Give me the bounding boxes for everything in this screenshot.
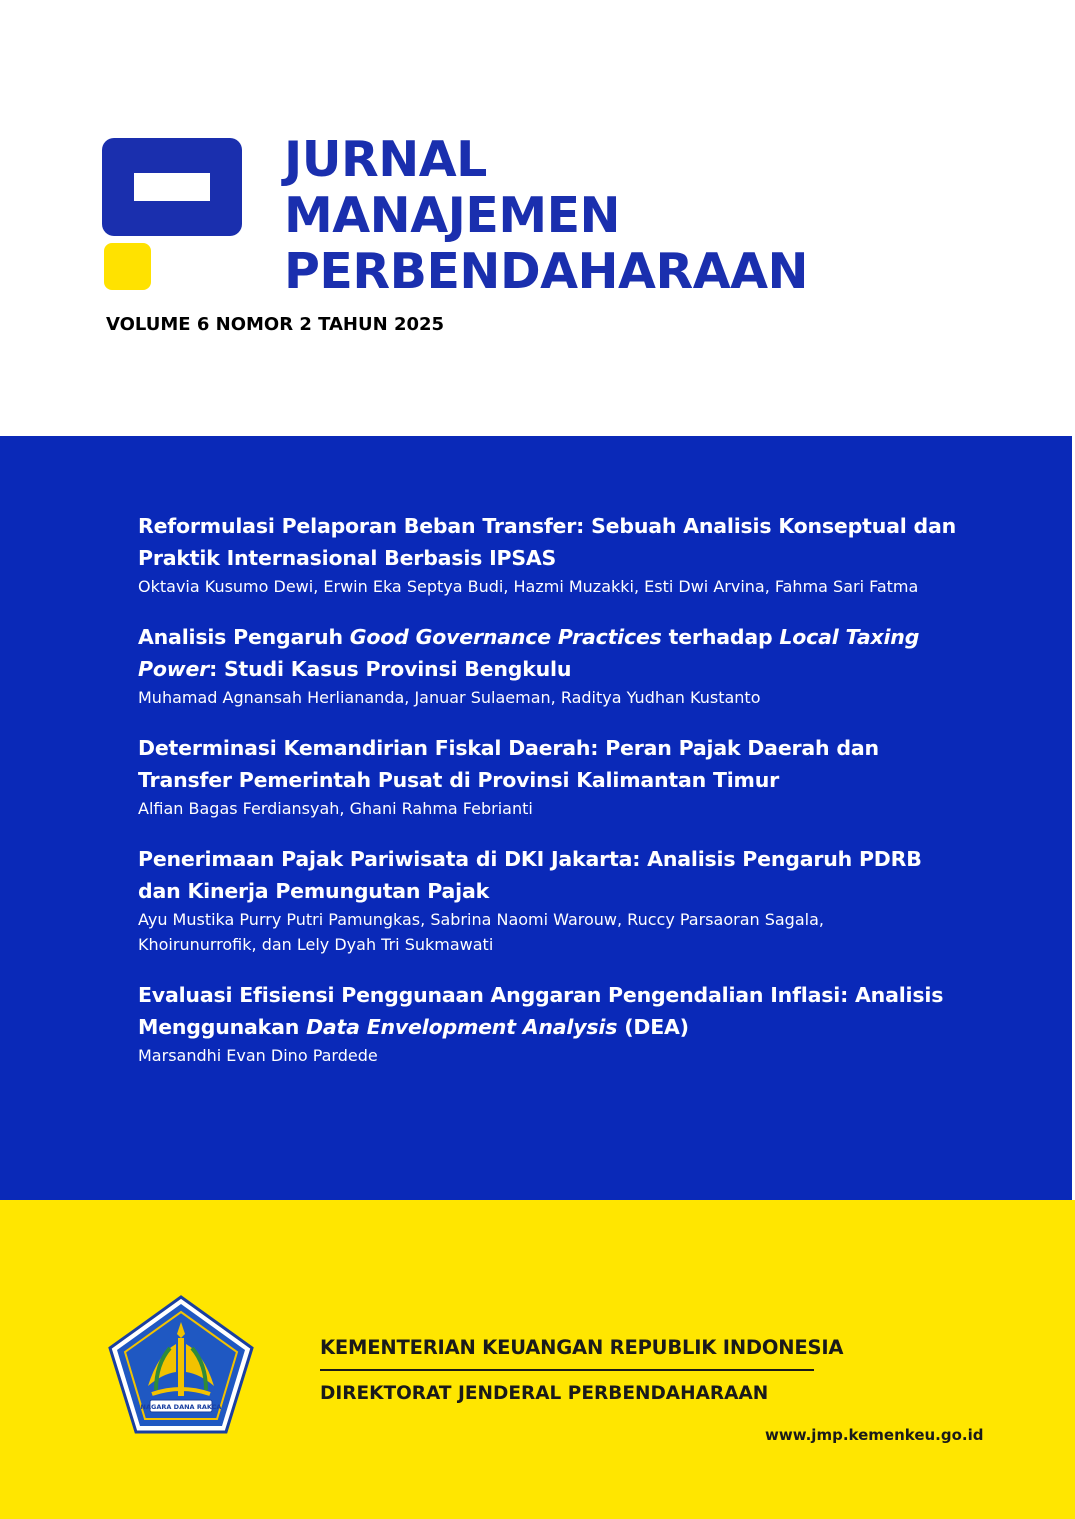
article-entry[interactable] xyxy=(138,843,958,957)
article-title-part: Reformulasi Pelaporan Beban Transfer: Sebuah Analisis Konseptual dan Praktik Internasional Berbasis IPSAS xyxy=(138,514,957,570)
article-title xyxy=(138,510,958,574)
journal-title-line: MANAJEMEN xyxy=(284,187,621,244)
article-authors xyxy=(138,907,958,957)
article-entry[interactable] xyxy=(138,621,958,710)
divider xyxy=(320,1369,814,1371)
article-authors-line: Marsandhi Evan Dino Pardede xyxy=(138,1046,378,1065)
article-authors-line: Oktavia Kusumo Dewi, Erwin Eka Septya Budi, Hazmi Muzakki, Esti Dwi Arvina, Fahma Sari Fatma xyxy=(138,577,919,596)
article-title-part: : Studi Kasus Provinsi Bengkulu xyxy=(209,657,572,681)
article-authors xyxy=(138,685,958,710)
article-authors xyxy=(138,574,958,599)
article-title xyxy=(138,979,958,1043)
journal-title-line: PERBENDAHARAAN xyxy=(284,243,809,300)
article-authors-line: Ayu Mustika Purry Putri Pamungkas, Sabrina Naomi Warouw, Ruccy Parsaoran Sagala, xyxy=(138,910,824,929)
ministry-emblem-icon xyxy=(106,1294,256,1436)
website-link[interactable]: www.jmp.kemenkeu.go.id xyxy=(765,1426,984,1444)
directorate-name: DIREKTORAT JENDERAL PERBENDAHARAAN xyxy=(320,1383,769,1404)
journal-title-line: JURNAL xyxy=(284,131,487,188)
logo-blue-block xyxy=(102,138,242,236)
article-list xyxy=(138,510,958,1090)
article-title xyxy=(138,621,958,685)
article-authors-line: Khoirunurrofik, dan Lely Dyah Tri Sukmawati xyxy=(138,935,494,954)
article-title-italic-part: Good Governance Practices xyxy=(349,625,662,649)
article-authors-line: Alfian Bagas Ferdiansyah, Ghani Rahma Febrianti xyxy=(138,799,533,818)
article-title xyxy=(138,732,958,796)
article-title xyxy=(138,843,958,907)
article-authors-line: Muhamad Agnansah Herliananda, Januar Sulaeman, Raditya Yudhan Kustanto xyxy=(138,688,761,707)
article-title-part: terhadap xyxy=(661,625,780,649)
volume-issue: VOLUME 6 NOMOR 2 TAHUN 2025 xyxy=(106,314,445,335)
logo-slot xyxy=(134,173,210,201)
article-title-part: Determinasi Kemandirian Fiskal Daerah: Peran Pajak Daerah dan Transfer Pemerintah Pusat di Provinsi Kalimantan Timur xyxy=(138,736,879,792)
article-title-part: Evaluasi Efisiensi Penggunaan Anggaran Pengendalian Inflasi: Analisis Menggunakan xyxy=(138,983,944,1039)
article-authors xyxy=(138,1043,958,1068)
article-entry[interactable] xyxy=(138,732,958,821)
article-title-italic-part: Local Taxing Power xyxy=(138,625,920,681)
article-authors xyxy=(138,796,958,821)
article-entry[interactable] xyxy=(138,510,958,599)
ministry-name: KEMENTERIAN KEUANGAN REPUBLIK INDONESIA xyxy=(320,1336,844,1359)
article-entry[interactable] xyxy=(138,979,958,1068)
article-title-part: (DEA) xyxy=(617,1015,689,1039)
article-title-part: Penerimaan Pajak Pariwisata di DKI Jakarta: Analisis Pengaruh PDRB dan Kinerja Pemungutan Pajak xyxy=(138,847,922,903)
article-title-italic-part: Data Envelopment Analysis xyxy=(306,1015,618,1039)
emblem-motto: NAGARA DANA RAKCA xyxy=(140,1403,222,1411)
article-title-part: Analisis Pengaruh xyxy=(138,625,350,649)
journal-title xyxy=(284,132,808,300)
logo-yellow-square xyxy=(104,243,151,290)
